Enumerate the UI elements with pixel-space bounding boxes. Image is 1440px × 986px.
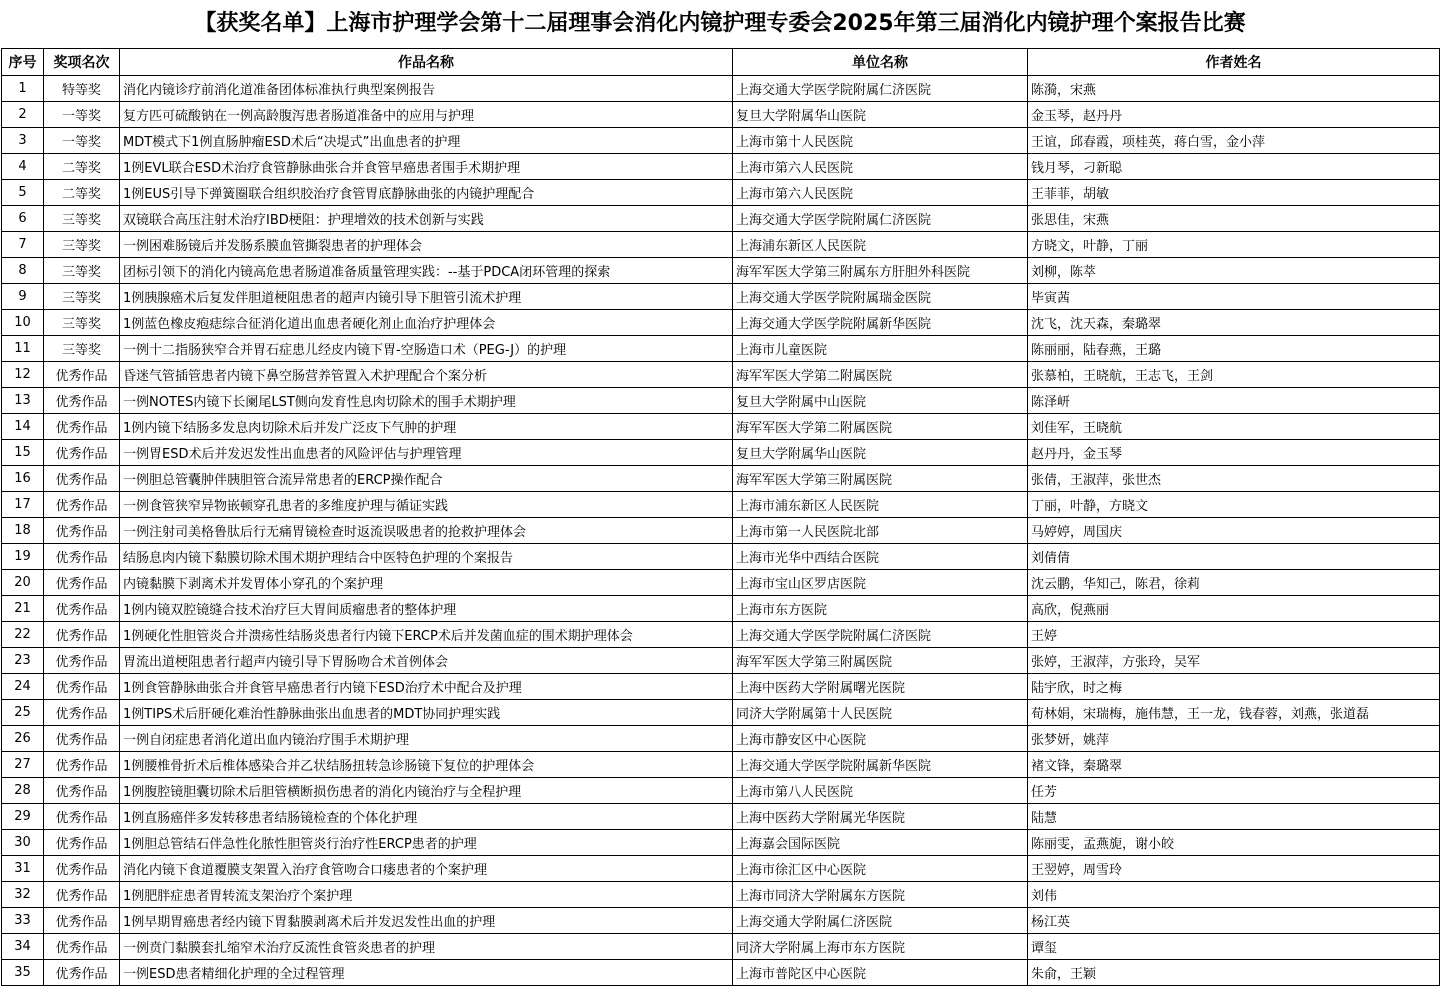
cell-authors: 张梦妍，姚萍: [1028, 726, 1440, 752]
cell-work: 1例胰腺癌术后复发伴胆道梗阻患者的超声内镜引导下胆管引流术护理: [120, 284, 733, 310]
cell-no: 11: [2, 336, 44, 362]
table-row: [2, 960, 1440, 986]
cell-unit: 复旦大学附属华山医院: [733, 102, 1028, 128]
cell-work: 一例贲门黏膜套扎缩窄术治疗反流性食管炎患者的护理: [120, 934, 733, 960]
cell-no: 15: [2, 440, 44, 466]
cell-authors: 朱俞，王颖: [1028, 960, 1440, 986]
cell-work: 1例内镜双腔镜缝合技术治疗巨大胃间质瘤患者的整体护理: [120, 596, 733, 622]
cell-no: 9: [2, 284, 44, 310]
cell-no: 34: [2, 934, 44, 960]
cell-work: 双镜联合高压注射术治疗IBD梗阻：护理增效的技术创新与实践: [120, 206, 733, 232]
cell-no: 6: [2, 206, 44, 232]
cell-authors: 马婷婷，周国庆: [1028, 518, 1440, 544]
cell-work: 1例EUS引导下弹簧圈联合组织胶治疗食管胃底静脉曲张的内镜护理配合: [120, 180, 733, 206]
cell-no: 3: [2, 128, 44, 154]
cell-award: 三等奖: [44, 310, 120, 336]
cell-authors: 张倩，王淑萍，张世杰: [1028, 466, 1440, 492]
cell-authors: 刘佳军，王晓航: [1028, 414, 1440, 440]
cell-authors: 杨江英: [1028, 908, 1440, 934]
cell-unit: 上海嘉会国际医院: [733, 830, 1028, 856]
cell-unit: 海军军医大学第三附属医院: [733, 466, 1028, 492]
header-no: 序号: [2, 49, 44, 76]
cell-award: 三等奖: [44, 232, 120, 258]
cell-unit: 上海市第八人民医院: [733, 778, 1028, 804]
cell-work: 昏迷气管插管患者内镜下鼻空肠营养管置入术护理配合个案分析: [120, 362, 733, 388]
cell-authors: 刘伟: [1028, 882, 1440, 908]
cell-authors: 张思佳，宋燕: [1028, 206, 1440, 232]
cell-no: 18: [2, 518, 44, 544]
table-row: [2, 648, 1440, 674]
cell-authors: 王翌婷，周雪玲: [1028, 856, 1440, 882]
cell-authors: 谭玺: [1028, 934, 1440, 960]
cell-award: 三等奖: [44, 284, 120, 310]
cell-unit: 同济大学附属第十人民医院: [733, 700, 1028, 726]
cell-award: 优秀作品: [44, 492, 120, 518]
cell-work: 1例内镜下结肠多发息肉切除术后并发广泛皮下气肿的护理: [120, 414, 733, 440]
cell-authors: 陆慧: [1028, 804, 1440, 830]
cell-unit: 上海市儿童医院: [733, 336, 1028, 362]
cell-unit: 上海浦东新区人民医院: [733, 232, 1028, 258]
table-row: [2, 388, 1440, 414]
table-row: [2, 596, 1440, 622]
cell-award: 优秀作品: [44, 960, 120, 986]
cell-no: 13: [2, 388, 44, 414]
cell-work: 一例十二指肠狭窄合并胃石症患儿经皮内镜下胃-空肠造口术（PEG-J）的护理: [120, 336, 733, 362]
cell-work: 一例ESD患者精细化护理的全过程管理: [120, 960, 733, 986]
cell-work: 一例自闭症患者消化道出血内镜治疗围手术期护理: [120, 726, 733, 752]
cell-authors: 丁丽，叶静，方晓文: [1028, 492, 1440, 518]
cell-no: 32: [2, 882, 44, 908]
cell-no: 30: [2, 830, 44, 856]
cell-award: 优秀作品: [44, 466, 120, 492]
cell-unit: 上海交通大学医学院附属仁济医院: [733, 206, 1028, 232]
cell-award: 三等奖: [44, 206, 120, 232]
table-row: [2, 440, 1440, 466]
cell-unit: 海军军医大学第二附属医院: [733, 362, 1028, 388]
cell-authors: 陈泽岍: [1028, 388, 1440, 414]
cell-unit: 海军军医大学第三附属医院: [733, 648, 1028, 674]
table-row: [2, 154, 1440, 180]
cell-unit: 上海交通大学医学院附属仁济医院: [733, 76, 1028, 102]
table-row: [2, 128, 1440, 154]
cell-authors: 陈漪，宋燕: [1028, 76, 1440, 102]
table-row: [2, 570, 1440, 596]
cell-work: 1例蓝色橡皮疱痣综合征消化道出血患者硬化剂止血治疗护理体会: [120, 310, 733, 336]
cell-unit: 上海中医药大学附属曙光医院: [733, 674, 1028, 700]
table-header-row: [2, 49, 1440, 76]
table-row: [2, 180, 1440, 206]
cell-work: 1例胆总管结石伴急性化脓性胆管炎行治疗性ERCP患者的护理: [120, 830, 733, 856]
header-work: 作品名称: [120, 49, 733, 76]
cell-authors: 陆宇欣，时之梅: [1028, 674, 1440, 700]
cell-no: 29: [2, 804, 44, 830]
table-row: [2, 362, 1440, 388]
cell-work: 消化内镜下食道覆膜支架置入治疗食管吻合口瘘患者的个案护理: [120, 856, 733, 882]
cell-work: 复方匹可硫酸钠在一例高龄腹泻患者肠道准备中的应用与护理: [120, 102, 733, 128]
cell-unit: 上海中医药大学附属光华医院: [733, 804, 1028, 830]
table-row: [2, 466, 1440, 492]
table-row: [2, 908, 1440, 934]
cell-work: 1例EVL联合ESD术治疗食管静脉曲张合并食管早癌患者围手术期护理: [120, 154, 733, 180]
cell-unit: 海军军医大学第三附属东方肝胆外科医院: [733, 258, 1028, 284]
cell-no: 5: [2, 180, 44, 206]
cell-unit: 海军军医大学第二附属医院: [733, 414, 1028, 440]
cell-no: 12: [2, 362, 44, 388]
cell-no: 2: [2, 102, 44, 128]
table-row: [2, 258, 1440, 284]
cell-work: 一例NOTES内镜下长阑尾LST侧向发育性息肉切除术的围手术期护理: [120, 388, 733, 414]
cell-award: 优秀作品: [44, 726, 120, 752]
cell-no: 21: [2, 596, 44, 622]
cell-award: 优秀作品: [44, 700, 120, 726]
cell-no: 31: [2, 856, 44, 882]
cell-no: 28: [2, 778, 44, 804]
cell-work: 1例腹腔镜胆囊切除术后胆管横断损伤患者的消化内镜治疗与全程护理: [120, 778, 733, 804]
awards-table: [1, 48, 1440, 986]
cell-award: 优秀作品: [44, 856, 120, 882]
cell-no: 4: [2, 154, 44, 180]
table-row: [2, 414, 1440, 440]
cell-award: 二等奖: [44, 180, 120, 206]
table-row: [2, 804, 1440, 830]
cell-unit: 复旦大学附属中山医院: [733, 388, 1028, 414]
cell-unit: 上海市同济大学附属东方医院: [733, 882, 1028, 908]
cell-unit: 上海市第十人民医院: [733, 128, 1028, 154]
cell-work: 一例胃ESD术后并发迟发性出血患者的风险评估与护理管理: [120, 440, 733, 466]
table-row: [2, 700, 1440, 726]
cell-authors: 王菲菲，胡敏: [1028, 180, 1440, 206]
cell-no: 8: [2, 258, 44, 284]
cell-work: 1例食管静脉曲张合并食管早癌患者行内镜下ESD治疗术中配合及护理: [120, 674, 733, 700]
cell-work: 一例困难肠镜后并发肠系膜血管撕裂患者的护理体会: [120, 232, 733, 258]
cell-award: 优秀作品: [44, 752, 120, 778]
cell-unit: 上海交通大学医学院附属新华医院: [733, 310, 1028, 336]
cell-award: 优秀作品: [44, 908, 120, 934]
cell-award: 优秀作品: [44, 648, 120, 674]
cell-award: 优秀作品: [44, 518, 120, 544]
cell-authors: 毕寅茜: [1028, 284, 1440, 310]
header-unit: 单位名称: [733, 49, 1028, 76]
cell-work: 一例食管狭窄异物嵌顿穿孔患者的多维度护理与循证实践: [120, 492, 733, 518]
cell-work: 一例注射司美格鲁肽后行无痛胃镜检查时返流误吸患者的抢救护理体会: [120, 518, 733, 544]
cell-authors: 陈丽丽，陆春燕，王璐: [1028, 336, 1440, 362]
cell-unit: 上海市第一人民医院北部: [733, 518, 1028, 544]
cell-authors: 任芳: [1028, 778, 1440, 804]
cell-unit: 上海市静安区中心医院: [733, 726, 1028, 752]
cell-no: 7: [2, 232, 44, 258]
cell-award: 特等奖: [44, 76, 120, 102]
cell-unit: 上海市第六人民医院: [733, 154, 1028, 180]
cell-authors: 方晓文，叶静，丁丽: [1028, 232, 1440, 258]
cell-work: 1例早期胃癌患者经内镜下胃黏膜剥离术后并发迟发性出血的护理: [120, 908, 733, 934]
cell-award: 二等奖: [44, 154, 120, 180]
cell-award: 优秀作品: [44, 388, 120, 414]
cell-no: 33: [2, 908, 44, 934]
cell-no: 19: [2, 544, 44, 570]
cell-work: 团标引领下的消化内镜高危患者肠道准备质量管理实践：--基于PDCA闭环管理的探索: [120, 258, 733, 284]
cell-award: 优秀作品: [44, 778, 120, 804]
cell-no: 17: [2, 492, 44, 518]
cell-no: 24: [2, 674, 44, 700]
cell-work: 1例直肠癌伴多发转移患者结肠镜检查的个体化护理: [120, 804, 733, 830]
cell-award: 优秀作品: [44, 362, 120, 388]
table-row: [2, 492, 1440, 518]
table-row: [2, 310, 1440, 336]
cell-award: 优秀作品: [44, 882, 120, 908]
cell-no: 35: [2, 960, 44, 986]
cell-award: 优秀作品: [44, 544, 120, 570]
cell-work: 1例硬化性胆管炎合并溃疡性结肠炎患者行内镜下ERCP术后并发菌血症的围术期护理体会: [120, 622, 733, 648]
cell-no: 20: [2, 570, 44, 596]
cell-no: 25: [2, 700, 44, 726]
cell-work: 消化内镜诊疗前消化道准备团体标准执行典型案例报告: [120, 76, 733, 102]
table-row: [2, 518, 1440, 544]
cell-award: 优秀作品: [44, 622, 120, 648]
cell-authors: 张慕柏，王晓航，王志飞，王剑: [1028, 362, 1440, 388]
table-row: [2, 856, 1440, 882]
table-row: [2, 882, 1440, 908]
cell-authors: 荀林娟，宋瑞梅，施伟慧，王一龙，钱春蓉，刘燕，张道磊: [1028, 700, 1440, 726]
cell-no: 1: [2, 76, 44, 102]
cell-work: 1例TIPS术后肝硬化难治性静脉曲张出血患者的MDT协同护理实践: [120, 700, 733, 726]
cell-unit: 上海市第六人民医院: [733, 180, 1028, 206]
cell-award: 一等奖: [44, 128, 120, 154]
cell-unit: 上海市宝山区罗店医院: [733, 570, 1028, 596]
cell-no: 23: [2, 648, 44, 674]
cell-authors: 赵丹丹，金玉琴: [1028, 440, 1440, 466]
table-row: [2, 726, 1440, 752]
cell-work: 内镜黏膜下剥离术并发胃体小穿孔的个案护理: [120, 570, 733, 596]
cell-unit: 复旦大学附属华山医院: [733, 440, 1028, 466]
table-row: [2, 336, 1440, 362]
cell-award: 优秀作品: [44, 596, 120, 622]
cell-authors: 刘柳，陈萃: [1028, 258, 1440, 284]
header-award: 奖项名次: [44, 49, 120, 76]
table-row: [2, 284, 1440, 310]
cell-award: 三等奖: [44, 258, 120, 284]
table-row: [2, 674, 1440, 700]
cell-unit: 上海交通大学医学院附属新华医院: [733, 752, 1028, 778]
cell-authors: 王谊，邱春霞，项桂英，蒋白雪，金小萍: [1028, 128, 1440, 154]
cell-award: 优秀作品: [44, 674, 120, 700]
cell-no: 14: [2, 414, 44, 440]
cell-unit: 同济大学附属上海市东方医院: [733, 934, 1028, 960]
table-row: [2, 206, 1440, 232]
cell-authors: 刘倩倩: [1028, 544, 1440, 570]
table-row: [2, 102, 1440, 128]
cell-work: 胃流出道梗阻患者行超声内镜引导下胃肠吻合术首例体会: [120, 648, 733, 674]
cell-award: 优秀作品: [44, 934, 120, 960]
cell-unit: 上海交通大学附属仁济医院: [733, 908, 1028, 934]
cell-work: MDT模式下1例直肠肿瘤ESD术后“决堤式”出血患者的护理: [120, 128, 733, 154]
table-row: [2, 778, 1440, 804]
cell-award: 优秀作品: [44, 804, 120, 830]
cell-no: 26: [2, 726, 44, 752]
cell-unit: 上海交通大学医学院附属瑞金医院: [733, 284, 1028, 310]
cell-authors: 沈飞，沈天森，秦璐翠: [1028, 310, 1440, 336]
cell-unit: 上海市东方医院: [733, 596, 1028, 622]
cell-award: 优秀作品: [44, 414, 120, 440]
cell-award: 优秀作品: [44, 830, 120, 856]
cell-award: 一等奖: [44, 102, 120, 128]
table-row: [2, 232, 1440, 258]
cell-unit: 上海市浦东新区人民医院: [733, 492, 1028, 518]
cell-award: 三等奖: [44, 336, 120, 362]
cell-no: 10: [2, 310, 44, 336]
table-row: [2, 76, 1440, 102]
cell-no: 16: [2, 466, 44, 492]
cell-authors: 陈丽雯，孟燕旎，谢小皎: [1028, 830, 1440, 856]
table-row: [2, 830, 1440, 856]
cell-award: 优秀作品: [44, 570, 120, 596]
cell-unit: 上海交通大学医学院附属仁济医院: [733, 622, 1028, 648]
cell-authors: 金玉琴，赵丹丹: [1028, 102, 1440, 128]
cell-no: 22: [2, 622, 44, 648]
cell-award: 优秀作品: [44, 440, 120, 466]
cell-unit: 上海市徐汇区中心医院: [733, 856, 1028, 882]
cell-authors: 高欣，倪燕丽: [1028, 596, 1440, 622]
cell-unit: 上海市普陀区中心医院: [733, 960, 1028, 986]
cell-authors: 王婷: [1028, 622, 1440, 648]
cell-work: 1例腰椎骨折术后椎体感染合并乙状结肠扭转急诊肠镜下复位的护理体会: [120, 752, 733, 778]
table-row: [2, 622, 1440, 648]
cell-work: 一例胆总管囊肿伴胰胆管合流异常患者的ERCP操作配合: [120, 466, 733, 492]
header-authors: 作者姓名: [1028, 49, 1440, 76]
cell-no: 27: [2, 752, 44, 778]
cell-work: 结肠息肉内镜下黏膜切除术围术期护理结合中医特色护理的个案报告: [120, 544, 733, 570]
table-row: [2, 752, 1440, 778]
table-row: [2, 934, 1440, 960]
cell-authors: 钱月琴，刁新聪: [1028, 154, 1440, 180]
cell-authors: 张婷，王淑萍，方张玲，吴军: [1028, 648, 1440, 674]
cell-authors: 沈云鹏，华知己，陈君，徐莉: [1028, 570, 1440, 596]
cell-work: 1例肥胖症患者胃转流支架治疗个案护理: [120, 882, 733, 908]
table-row: [2, 544, 1440, 570]
cell-authors: 褚文锋，秦璐翠: [1028, 752, 1440, 778]
cell-unit: 上海市光华中西结合医院: [733, 544, 1028, 570]
page-title: 【获奖名单】上海市护理学会第十二届理事会消化内镜护理专委会2025年第三届消化内镜护理个案报告比赛: [194, 11, 1246, 36]
